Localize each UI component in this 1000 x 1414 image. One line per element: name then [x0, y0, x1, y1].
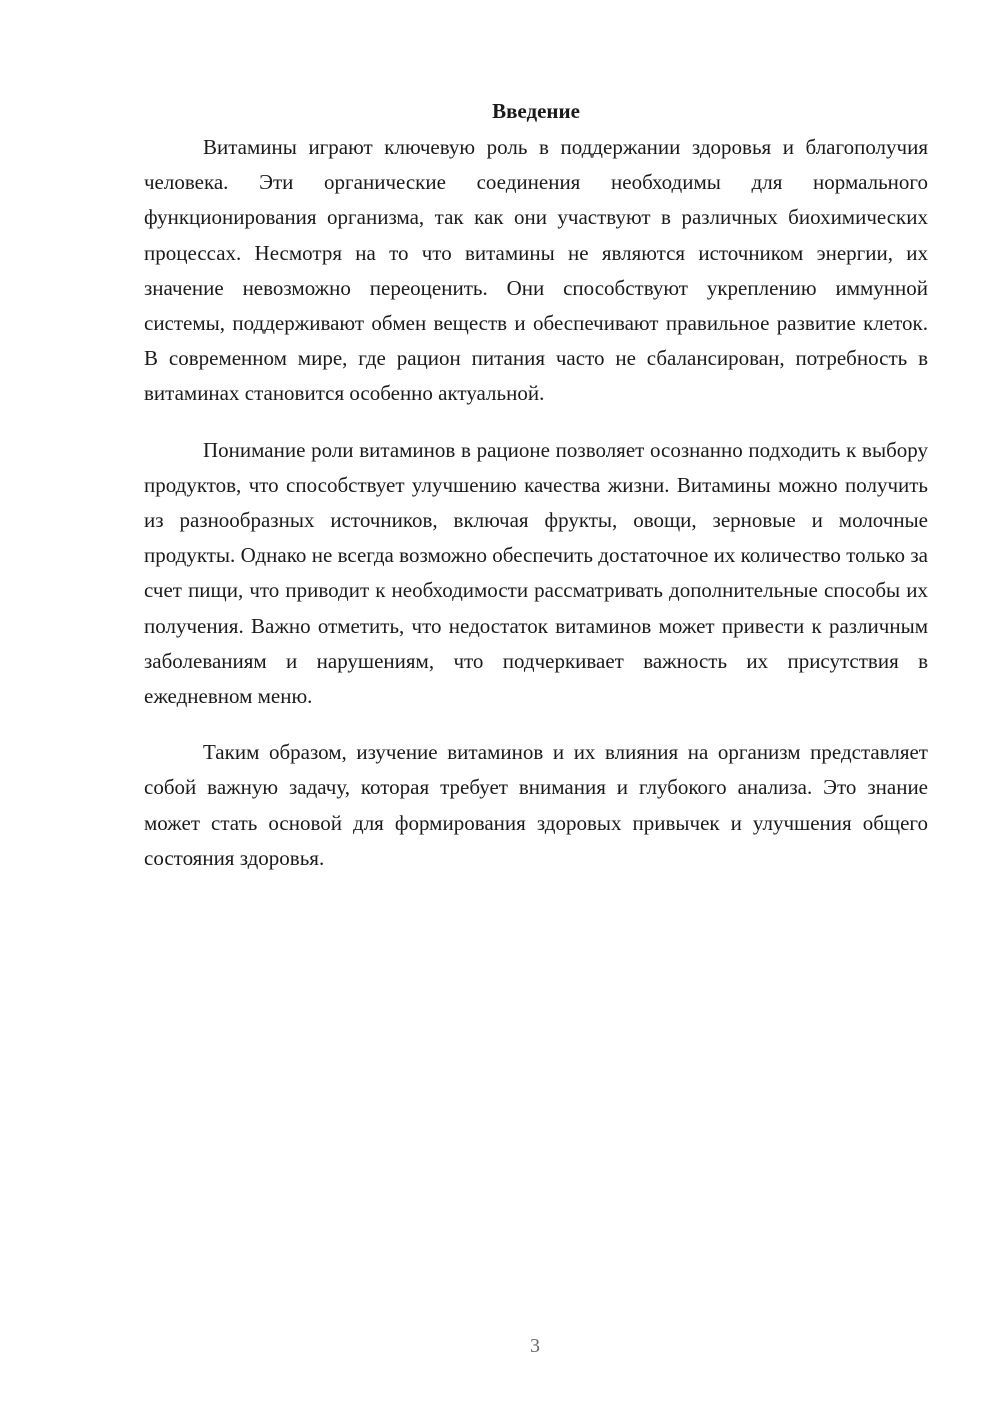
paragraph-3: Таким образом, изучение витаминов и их влияния на организм представляет собой важную задачу, которая требует внимания и глубокого анализа. Это знание может стать основой для формирования здоровых привычек и улучшения общего состояния здоровья.	[144, 740, 928, 870]
section-heading: Введение	[492, 99, 580, 123]
page-number: 3	[530, 1335, 540, 1357]
paragraph-1: Витамины играют ключевую роль в поддержании здоровья и благополучия человека. Эти органические соединения необходимы для нормального функционирования организма, так как они участвуют в различных биохимических процессах. Несмотря на то что витамины не являются источником энергии, их значение невозможно переоценить. Они способствуют укреплению иммунной системы, поддерживают обмен веществ и обеспечивают правильное развитие клеток. В современном мире, где рацион питания часто не сбалансирован, потребность в витаминах становится особенно актуальной.	[144, 135, 928, 406]
paragraph-2: Понимание роли витаминов в рационе позволяет осознанно подходить к выбору продуктов, что способствует улучшению качества жизни. Витамины можно получить из разнообразных источников, включая фрукты, овощи, зерновые и молочные продукты. Однако не всегда возможно обеспечить достаточное их количество только за счет пищи, что приводит к необходимости рассматривать дополнительные способы их получения. Важно отметить, что недостаток витаминов может привести к различным заболеваниям и нарушениям, что подчеркивает важность их присутствия в ежедневном меню.	[144, 437, 928, 709]
page-content	[144, 96, 928, 897]
